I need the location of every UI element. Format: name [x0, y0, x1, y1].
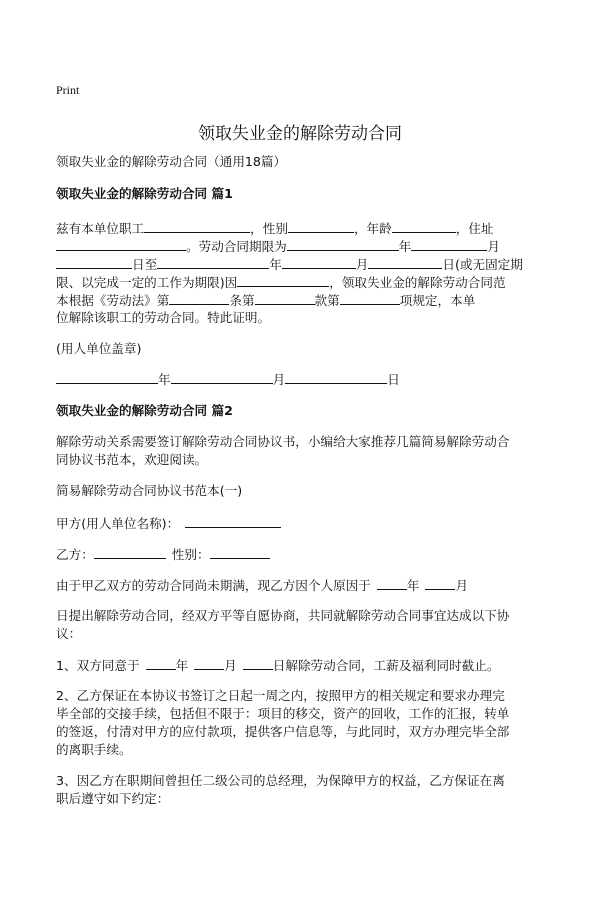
blank-underline	[56, 370, 158, 384]
party-a-line	[56, 514, 281, 532]
reason-line-3: 议：	[56, 626, 82, 641]
clause-3-line-2: 职后遵守如下约定：	[56, 791, 170, 806]
text: 。劳动合同期限为	[186, 239, 287, 254]
clause-3-line-1: 3、因乙方在职期间曾担任二级公司的总经理，为保障甲方的权益，乙方保证在离	[56, 773, 505, 788]
text: 日(或无固定期	[442, 257, 523, 272]
text: 年	[398, 239, 412, 254]
text: 年	[269, 257, 282, 272]
blank-underline	[237, 273, 329, 287]
blank-underline	[56, 237, 186, 251]
blank-underline	[146, 656, 176, 670]
blank-underline	[425, 576, 455, 590]
blank-underline	[255, 291, 315, 305]
blank-underline	[340, 291, 400, 305]
blank-underline	[377, 576, 407, 590]
clause-2-line-4: 的离职手续。	[56, 742, 132, 757]
section1-line5	[56, 291, 475, 309]
blank-underline	[282, 255, 356, 269]
print-link[interactable]: Print	[56, 83, 80, 97]
text: 款第	[314, 293, 340, 308]
text: 限、以完成一定的工作为期限)因	[56, 275, 238, 290]
text: 由于甲乙双方的劳动合同尚未期满，现乙方因个人原因于	[56, 578, 371, 593]
text: 年	[406, 578, 420, 593]
blank-underline	[392, 219, 456, 233]
blank-underline	[56, 255, 132, 269]
text: ，性别	[250, 221, 288, 236]
clause-2-line-3: 的签返，付清对甲方的应付款项，提供客户信息等，与此同时，双方办理完毕全部	[56, 724, 510, 739]
text: 乙方：	[56, 547, 94, 562]
text: 月	[455, 578, 469, 593]
blank-underline	[169, 291, 229, 305]
document-subtitle: 领取失业金的解除劳动合同（通用18篇）	[56, 154, 287, 169]
text: 项规定，本单	[399, 293, 476, 308]
text: 月	[487, 239, 500, 254]
clause-2-line-2: 毕全部的交接手续，包括但不限于：项目的移交，资产的回收，工作的汇报，转单	[56, 706, 510, 721]
blank-underline	[171, 370, 273, 384]
section1-line4	[56, 273, 506, 291]
text: 1、双方同意于	[56, 658, 140, 673]
section2-intro-2: 同协议书范本，欢迎阅读。	[56, 452, 208, 467]
seal-note: (用人单位盖章)	[56, 341, 142, 356]
blank-underline	[210, 545, 270, 559]
reason-line-2: 日提出解除劳动合同，经双方平等自愿协商，共同就解除劳动合同事宜达成以下协	[56, 608, 510, 623]
blank-underline	[368, 255, 442, 269]
blank-underline	[243, 656, 273, 670]
text: 日解除劳动合同，工薪及福利同时截止。	[272, 658, 500, 673]
text: 性别：	[171, 547, 210, 562]
section1-heading: 领取失业金的解除劳动合同 篇1	[56, 186, 233, 201]
section2-intro-1: 解除劳动关系需要签订解除劳动合同协议书，小编给大家推荐几篇简易解除劳动合	[56, 434, 510, 449]
blank-underline	[285, 370, 387, 384]
section2-heading: 领取失业金的解除劳动合同 篇2	[56, 403, 233, 418]
text: 甲方(用人单位名称)：	[56, 516, 180, 531]
reason-line-1	[56, 576, 468, 594]
text: 月	[355, 257, 369, 272]
text: 日	[387, 372, 400, 387]
blank-underline	[185, 514, 281, 528]
text: 兹有本单位职工	[56, 221, 145, 236]
text: 日至	[132, 257, 158, 272]
blank-underline	[287, 237, 399, 251]
signature-date-line	[56, 370, 400, 388]
section1-line3	[56, 255, 523, 273]
blank-underline	[144, 219, 250, 233]
text: 条第	[229, 293, 255, 308]
blank-underline	[94, 545, 166, 559]
section1-line1	[56, 219, 494, 237]
document-title: 领取失业金的解除劳动合同	[198, 124, 402, 144]
blank-underline	[411, 237, 487, 251]
text: 月	[224, 658, 237, 673]
party-b-line	[56, 545, 270, 563]
clause-2-line-1: 2、乙方保证在本协议书签订之日起一周之内，按照甲方的相关规定和要求办理完	[56, 688, 505, 703]
sample-title: 简易解除劳动合同协议书范本(一)	[56, 483, 243, 498]
text: ，领取失业金的解除劳动合同范	[329, 275, 506, 290]
text: 月	[272, 372, 286, 387]
clause-1	[56, 656, 499, 674]
text: ，住址	[455, 221, 494, 236]
text: ，年龄	[353, 221, 392, 236]
blank-underline	[194, 656, 224, 670]
blank-underline	[157, 255, 269, 269]
text: 年	[158, 372, 171, 387]
section1-line2	[56, 237, 500, 255]
text: 本根据《劳动法》第	[56, 293, 170, 308]
blank-underline	[288, 219, 354, 233]
section1-line6: 位解除该职工的劳动合同。特此证明。	[56, 310, 271, 325]
text: 年	[175, 658, 189, 673]
